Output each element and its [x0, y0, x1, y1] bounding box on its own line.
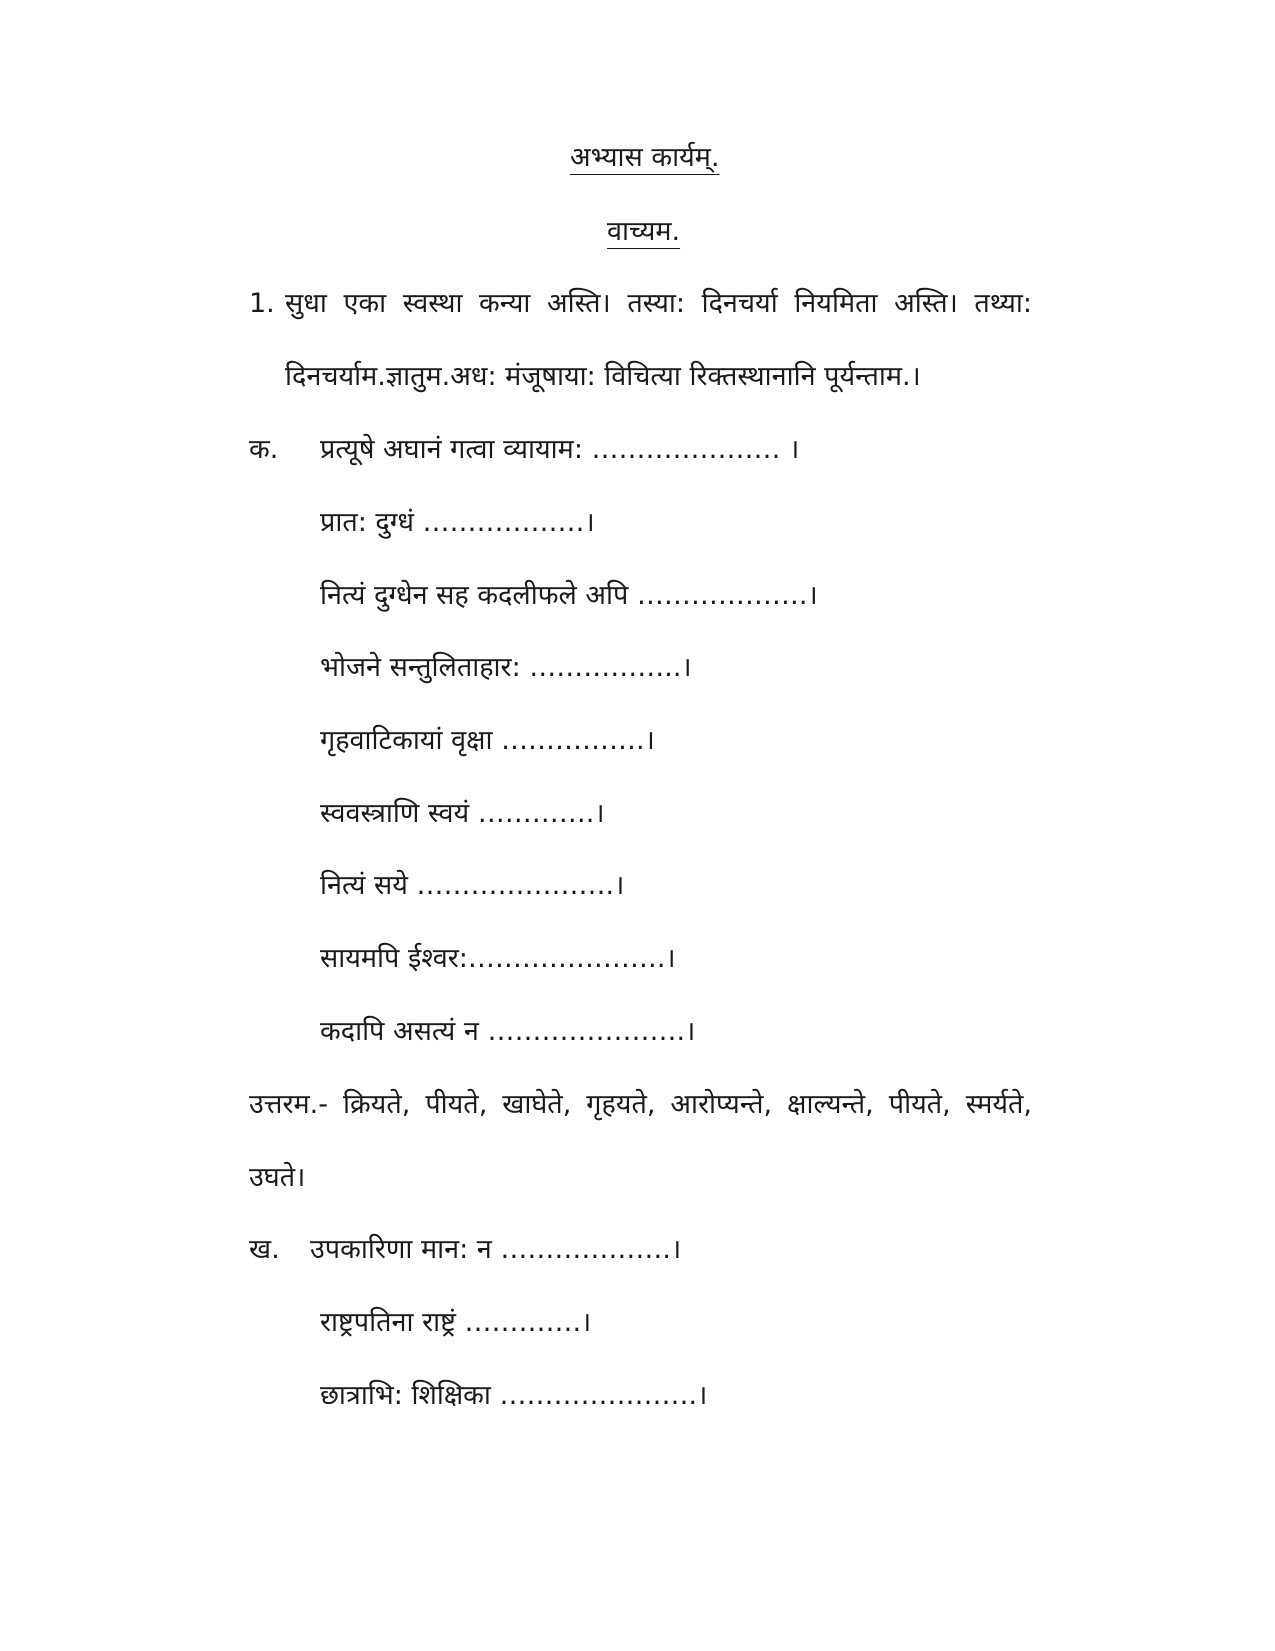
word: दिनचर्या [701, 288, 778, 319]
word: स्वस्था [402, 288, 463, 319]
word: अस्ति। [547, 288, 611, 319]
fill-blank-item: नित्यं दुग्धेन सह कदलीफले अपि ……………….। [320, 580, 818, 611]
answer-word: खाघेते, [502, 1089, 572, 1120]
word: अस्ति। [894, 288, 958, 319]
word: एका [343, 288, 387, 319]
word: कन्या [479, 288, 531, 319]
fill-blank-item: छात्राभि: शिक्षिका ………………….। [320, 1380, 708, 1411]
fill-blank-item: राष्ट्रपतिना राष्ट्रं ………….। [320, 1307, 592, 1338]
section-kha-label: ख. [249, 1234, 280, 1265]
answer-line-2: उघते। [249, 1162, 306, 1193]
fill-blank-item: उपकारिणा मान: न ……………….। [310, 1234, 682, 1265]
section-ka-label: क. [249, 434, 279, 465]
word: नियमिता [794, 288, 878, 319]
fill-blank-item: सायमपि ईश्वर:………………….। [320, 943, 676, 974]
fill-blank-item: प्रात: दुग्धं ………………। [320, 507, 595, 538]
fill-blank-item: नित्यं सये ………………….। [320, 870, 625, 901]
question-line-1 [285, 284, 1032, 324]
fill-blank-item: कदापि असत्यं न ………………….। [320, 1016, 696, 1047]
word: तथ्या: [974, 288, 1032, 319]
page-title: अभ्यास कार्यम्. [570, 142, 720, 173]
fill-blank-item: गृहवाटिकायां वृक्षा …………….। [320, 725, 655, 756]
answer-line-1 [249, 1085, 1032, 1125]
question-number: 1. [249, 288, 275, 319]
question-line-2: दिनचर्याम.ज्ञातुम.अध: मंजूषाया: विचित्या रिक्तस्थानानि पूर्यन्ताम.। [285, 361, 921, 392]
page-subtitle: वाच्यम. [607, 216, 681, 247]
answer-word: आरोप्यन्ते, [670, 1089, 773, 1120]
answer-word: क्षाल्यन्ते, [787, 1089, 874, 1120]
answer-word: स्मर्यते, [965, 1089, 1032, 1120]
answer-word: गृहयते, [586, 1089, 656, 1120]
fill-blank-item: प्रत्यूषे अघानं गत्वा व्यायाम: ………………… । [320, 434, 800, 465]
answer-word: उत्तरम.- [249, 1089, 328, 1120]
answer-word: पीयते, [888, 1089, 951, 1120]
fill-blank-item: स्ववस्त्राणि स्वयं ………….। [320, 798, 605, 829]
word: सुधा [285, 288, 327, 319]
word: तस्या: [627, 288, 685, 319]
fill-blank-item: भोजने सन्तुलिताहार: ……………..। [320, 652, 692, 683]
answer-word: क्रियते, [342, 1089, 411, 1120]
answer-word: पीयते, [425, 1089, 488, 1120]
